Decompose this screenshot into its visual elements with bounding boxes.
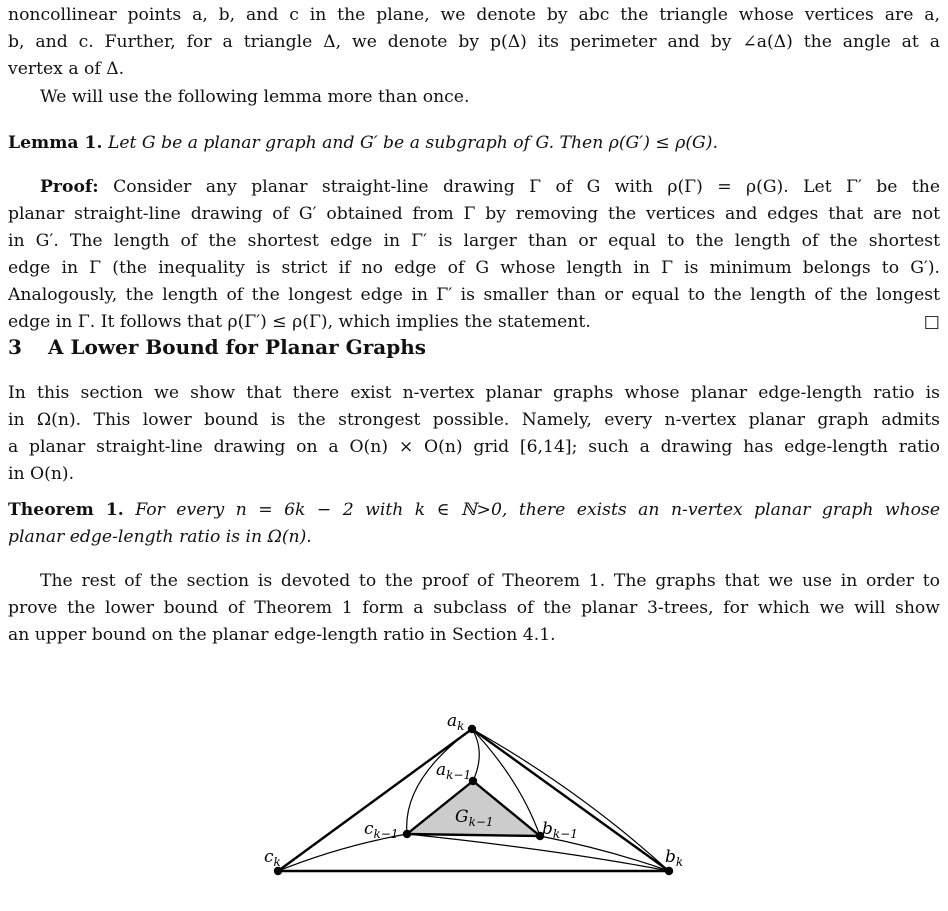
lemma-label: Lemma 1.	[8, 133, 103, 153]
text-line: a planar straight-line drawing on a O(n) × O(n) grid [6,14]; such a drawing has edge-length ratio	[8, 437, 940, 457]
text-line: vertex a of Δ.	[8, 59, 125, 79]
vertex-bk	[665, 867, 673, 875]
text-line: In this section we show that there exist n-vertex planar graphs whose planar edge-length ratio is	[8, 383, 940, 403]
label-gk1: $G_{k-1}$	[455, 807, 494, 829]
edge-ak-ak1	[472, 729, 479, 781]
text-line: The rest of the section is devoted to the proof of Theorem 1. The graphs that we use in order to	[40, 571, 940, 591]
text-line: edge in Γ. It follows that ρ(Γ′) ≤ ρ(Γ), which implies the statement.	[8, 312, 591, 332]
text-line: We will use the following lemma more than once.	[40, 87, 470, 107]
label-ak1: $a_{k-1}$	[436, 760, 472, 782]
label-ck1: $c_{k-1}$	[364, 819, 399, 841]
section-title: A Lower Bound for Planar Graphs	[48, 335, 426, 359]
text-line: prove the lower bound of Theorem 1 form a subclass of the planar 3-trees, for which we will show	[8, 598, 940, 618]
label-bk1: $b_{k-1}$	[542, 819, 578, 841]
text-line: noncollinear points a, b, and c in the plane, we denote by abc the triangle whose vertices are a,	[8, 5, 940, 25]
label-ck: $c_k$	[264, 847, 281, 869]
vertex-ck1	[403, 830, 411, 838]
vertex-ak	[468, 725, 476, 733]
text-line: in G′. The length of the shortest edge in Γ′ is larger than or equal to the length of the shortest	[8, 231, 940, 251]
text-line: an upper bound on the planar edge-length ratio in Section 4.1.	[8, 625, 556, 645]
text-line: Analogously, the length of the longest edge in Γ′ is smaller than or equal to the length of the longest	[8, 285, 940, 305]
text-line: edge in Γ (the inequality is strict if no edge of G whose length in Γ is minimum belongs to G′).	[8, 258, 940, 278]
text-line: Consider any planar straight-line drawing Γ of G with ρ(Γ) = ρ(G). Let Γ′ be the	[113, 177, 941, 197]
section-number: 3	[8, 335, 22, 359]
text-line: For every n = 6k − 2 with k ∈ ℕ>0, there exists an n-vertex planar graph whose	[135, 500, 941, 520]
text-line: planar edge-length ratio is in Ω(n).	[8, 527, 312, 547]
label-ak: $a_k$	[447, 711, 465, 733]
text-line: in Ω(n). This lower bound is the strongest possible. Namely, every n-vertex planar graph admits	[8, 410, 940, 430]
qed-symbol: □	[923, 312, 940, 332]
lemma-text: Let G be a planar graph and G′ be a subgraph of G. Then ρ(G′) ≤ ρ(G).	[107, 133, 718, 153]
text-line: in O(n).	[8, 464, 75, 484]
theorem-label: Theorem 1.	[8, 500, 124, 520]
proof-label: Proof:	[40, 177, 99, 197]
edge-ck-ak	[278, 729, 472, 871]
label-bk: $b_k$	[665, 847, 684, 869]
text-line: b, and c. Further, for a triangle Δ, we denote by p(Δ) its perimeter and by ∠a(Δ) the angle at a	[8, 32, 940, 52]
text-line: planar straight-line drawing of G′ obtained from Γ by removing the vertices and edges that are not	[8, 204, 940, 224]
edge-ak-bk	[472, 729, 669, 871]
